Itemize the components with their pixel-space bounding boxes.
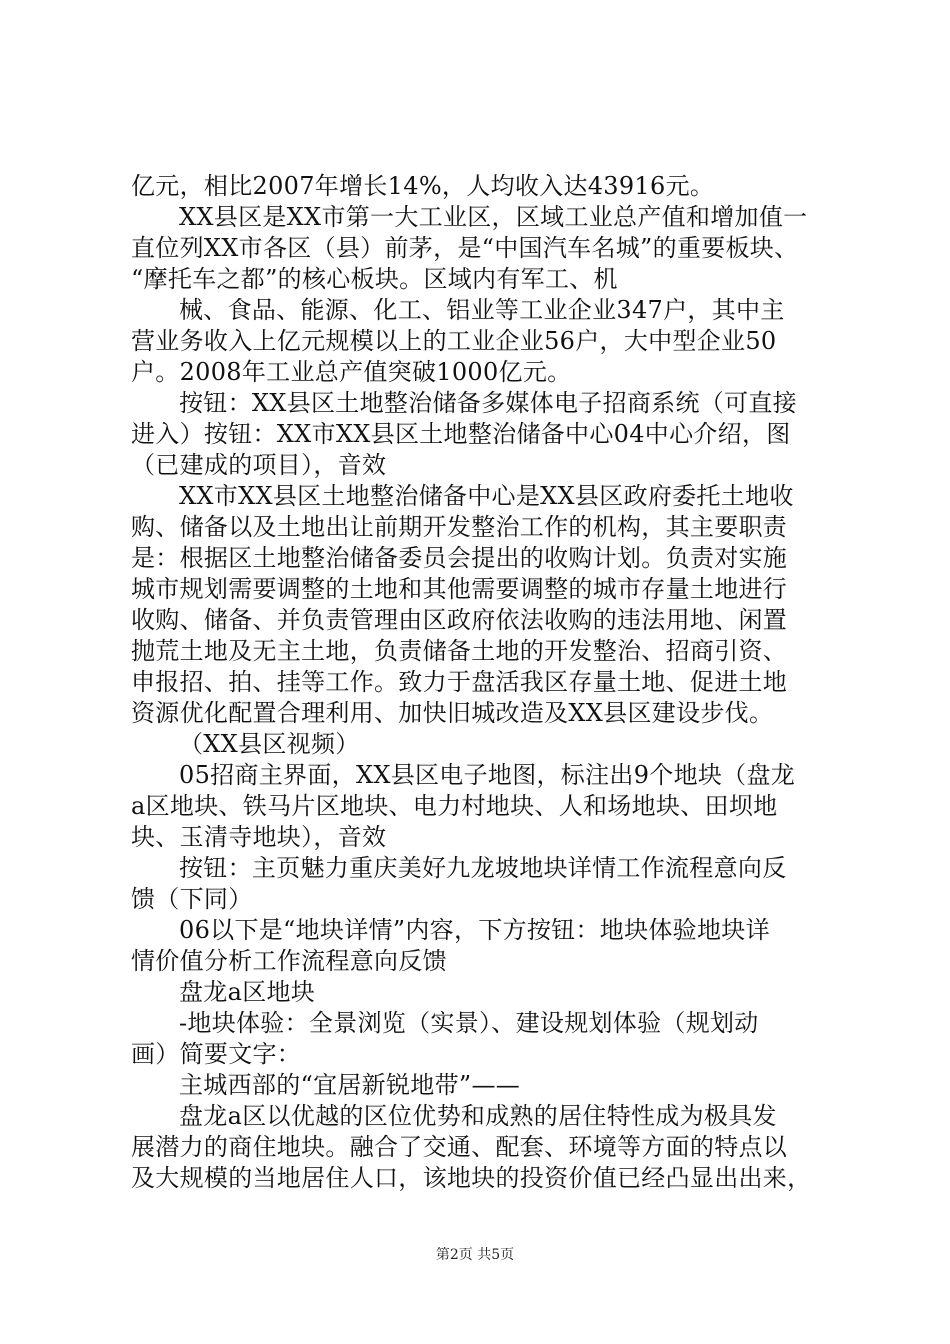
text-line: 户。2008年工业总产值突破1000亿元。 <box>131 358 572 386</box>
text-line: 械、食品、能源、化工、铝业等工业企业347户，其中主 <box>179 296 785 324</box>
text-line: 营业务收入上亿元规模以上的工业企业56户，大中型企业50 <box>131 327 777 355</box>
text-line: “摩托车之都”的核心板块。区域内有军工、机 <box>131 265 618 293</box>
text-line: 是：根据区土地整治储备委员会提出的收购计划。负责对实施 <box>131 544 788 572</box>
text-line: 购、储备以及土地出让前期开发整治工作的机构，其主要职责 <box>131 513 788 541</box>
text-line: 按钮：主页魅力重庆美好九龙坡地块详情工作流程意向反 <box>179 854 787 882</box>
text-line: 盘龙a区以优越的区位优势和成熟的居住特性成为极具发 <box>179 1102 777 1130</box>
text-line: XX市XX县区土地整治储备中心是XX县区政府委托土地收 <box>179 482 794 510</box>
text-line: 申报招、拍、挂等工作。致力于盘活我区存量土地、促进土地 <box>131 668 788 696</box>
text-line: 按钮：XX县区土地整治储备多媒体电子招商系统（可直接 <box>179 389 797 417</box>
text-line: 馈（下同） <box>131 885 253 913</box>
text-line: 亿元，相比2007年增长14%，人均收入达43916元。 <box>131 172 715 200</box>
text-line: 城市规划需要调整的土地和其他需要调整的城市存量土地进行 <box>131 575 788 603</box>
text-line: 05招商主界面，XX县区电子地图，标注出9个地块（盘龙 <box>179 761 796 789</box>
document-body <box>131 171 841 1194</box>
text-line: 抛荒土地及无主土地，负责储备土地的开发整治、招商引资、 <box>131 637 788 665</box>
text-line: 收购、储备、并负责管理由区政府依法收购的违法用地、闲置 <box>131 606 788 634</box>
text-line: 画）简要文字： <box>131 1040 302 1068</box>
text-line: 06以下是“地块详情”内容，下方按钮：地块体验地块详 <box>179 916 770 944</box>
text-line: 块、玉清寺地块），音效 <box>131 823 387 851</box>
text-line: 进入）按钮：XX市XX县区土地整治储备中心04中心介绍，图 <box>131 420 791 448</box>
text-line: 及大规模的当地居住人口，该地块的投资价值已经凸显出出来， <box>131 1164 812 1192</box>
text-line: 情价值分析工作流程意向反馈 <box>131 947 447 975</box>
text-line: 资源优化配置合理利用、加快旧城改造及XX县区建设步伐。 <box>131 699 774 727</box>
text-line: （已建成的项目），音效 <box>131 451 387 479</box>
text-line: （XX县区视频） <box>179 730 360 758</box>
text-line: a区地块、铁马片区地块、电力村地块、人和场地块、田坝地 <box>131 792 778 820</box>
text-line: -地块体验：全景浏览（实景）、建设规划体验（规划动 <box>179 1009 759 1037</box>
text-line: 主城西部的“宜居新锐地带”—— <box>179 1071 521 1099</box>
text-line: 盘龙a区地块 <box>179 978 316 1006</box>
text-line: XX县区是XX市第一大工业区，区域工业总产值和增加值一 <box>179 203 808 231</box>
text-line: 展潜力的商住地块。融合了交通、配套、环境等方面的特点以 <box>131 1133 788 1161</box>
text-line: 直位列XX市各区（县）前茅，是“中国汽车名城”的重要板块、 <box>131 234 799 262</box>
page-footer: 第2页 共5页 <box>435 1247 515 1263</box>
